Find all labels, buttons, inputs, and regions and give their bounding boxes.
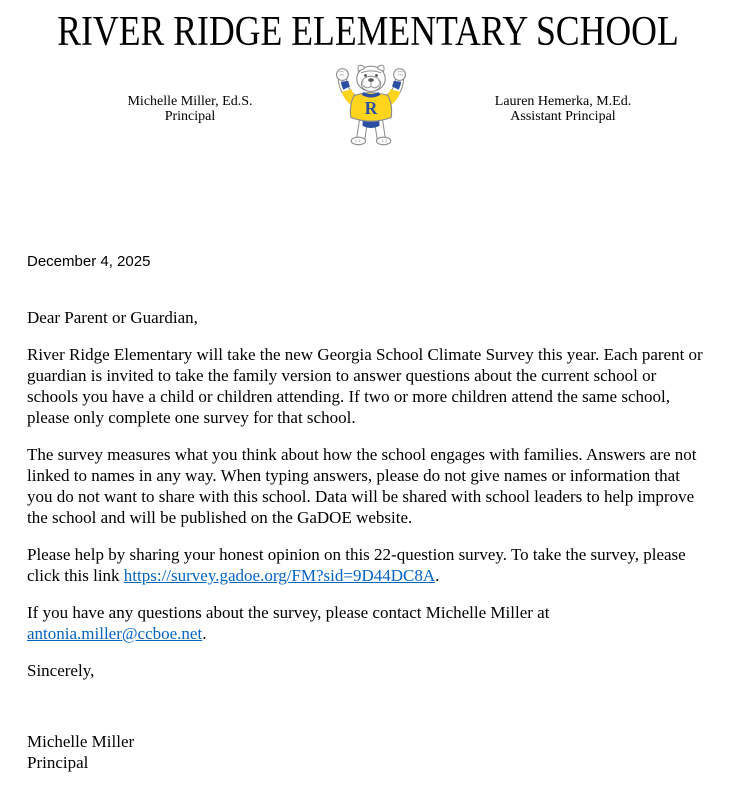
paragraph-contact-text: If you have any questions about the survey, please contact Michelle Miller at [27,603,550,622]
signature-title: Principal [27,753,89,772]
bulldog-mascot-icon [329,60,413,148]
letter-date: December 4, 2025 [27,253,151,270]
survey-url-link[interactable]: https://survey.gadoe.org/FM?sid=9D44DC8A [123,566,436,585]
assistant-principal-title: Assistant Principal [510,109,616,124]
paragraph-contact-period: . [202,624,207,643]
contact-email-link[interactable]: antonia.miller@ccboe.net [27,624,203,643]
assistant-principal-name: Lauren Hemerka, M.Ed. [494,94,632,109]
principal-block [78,94,302,124]
letterhead [0,56,736,150]
page-title: RIVER RIDGE ELEMENTARY SCHOOL [57,9,679,55]
paragraph-contact [27,602,708,644]
closing: Sincerely, [27,661,95,680]
paragraph-survey-link-period: . [435,566,440,585]
paragraph-survey-details: The survey measures what you think about how the school engages with families. Answers are not linked to names in any way. When typing answers, please do not give names or information that you do not want to share with this school. Data will be shared with school leaders to help improve the school and will be published on the GaDOE website. [27,445,697,527]
principal-name: Michelle Miller, Ed.S. [127,94,253,109]
paragraph-survey-link [27,544,708,586]
signature-block [27,731,708,773]
assistant-principal-block [451,94,675,124]
signature-name: Michelle Miller [27,732,135,751]
principal-title: Principal [164,109,216,124]
paragraph-survey-intro: River Ridge Elementary will take the new Georgia School Climate Survey this year. Each parent or guardian is invited to take the family version to answer questions about the current school or schools you have a child or children attending. If two or more children attend the same school, please only complete one survey for that school. [27,345,703,427]
mascot-letter: R [364,98,378,119]
letter-body [27,252,708,773]
paragraph-survey-link-text: Please help by sharing your honest opinion on this 22-question survey. To take the survey, please click this link [27,545,686,585]
salutation: Dear Parent or Guardian, [27,308,198,327]
